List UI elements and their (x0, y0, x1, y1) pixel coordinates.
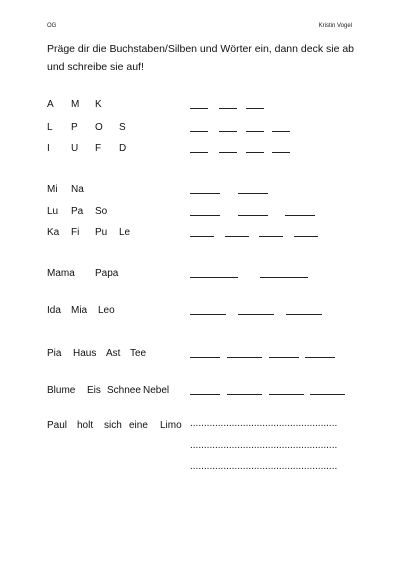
answer-blank[interactable] (246, 108, 264, 109)
item: Lu (47, 206, 59, 217)
item: Eis (87, 385, 101, 396)
instruction-text: Präge dir die Buchstaben/Silben und Wörter ein, dann deck sie ab und schreibe sie auf! (47, 43, 355, 73)
answer-blank[interactable] (285, 215, 315, 216)
answer-blank[interactable] (190, 215, 220, 216)
answer-blank[interactable] (190, 394, 220, 395)
item: Paul (47, 420, 68, 431)
item: So (95, 206, 108, 217)
item: eine (129, 420, 148, 431)
answer-blank[interactable] (219, 108, 237, 109)
item: P (71, 122, 78, 133)
answer-blank[interactable] (238, 193, 268, 194)
item: Tee (130, 348, 147, 359)
item: F (95, 143, 102, 154)
item: Le (119, 227, 131, 238)
item: U (71, 143, 79, 154)
item: Schnee (107, 385, 141, 396)
header-left: OG (47, 23, 57, 29)
item: K (95, 99, 102, 110)
item: D (119, 143, 127, 154)
answer-blank[interactable] (246, 152, 264, 153)
answer-blank[interactable] (190, 131, 208, 132)
answer-blank[interactable] (310, 394, 345, 395)
answer-blank[interactable] (305, 357, 335, 358)
item: Ka (47, 227, 60, 238)
item: Na (71, 184, 84, 195)
item: holt (77, 420, 94, 431)
item: O (95, 122, 103, 133)
answer-blank[interactable] (190, 357, 220, 358)
answer-blank[interactable] (238, 314, 274, 315)
answer-blank[interactable] (269, 394, 304, 395)
item: Pia (47, 348, 62, 359)
answer-blank[interactable] (219, 152, 237, 153)
answer-blank[interactable] (190, 108, 208, 109)
answer-blank[interactable] (238, 215, 268, 216)
item: L (47, 122, 53, 133)
item: I (47, 143, 50, 154)
item: Pu (95, 227, 108, 238)
item: M (71, 99, 80, 110)
item: Leo (98, 305, 115, 316)
answer-blank[interactable] (190, 152, 208, 153)
answer-blank[interactable] (269, 357, 299, 358)
answer-blank[interactable] (190, 277, 238, 278)
answer-blank[interactable] (246, 131, 264, 132)
dotted-answer-line[interactable]: ..................................................... (190, 418, 338, 429)
answer-blank[interactable] (286, 314, 322, 315)
answer-blank[interactable] (190, 236, 214, 237)
item: Limo (160, 420, 182, 431)
item: Blume (47, 385, 76, 396)
item: Fi (71, 227, 80, 238)
item: Nebel (143, 385, 170, 396)
answer-blank[interactable] (272, 131, 290, 132)
answer-blank[interactable] (294, 236, 318, 237)
answer-blank[interactable] (219, 131, 237, 132)
dotted-answer-line[interactable]: ..................................................... (190, 440, 338, 451)
item: Haus (73, 348, 97, 359)
answer-blank[interactable] (227, 394, 262, 395)
item: Mi (47, 184, 58, 195)
answer-blank[interactable] (259, 236, 283, 237)
item: Pa (71, 206, 84, 217)
answer-blank[interactable] (260, 277, 308, 278)
item: Ida (47, 305, 61, 316)
answer-blank[interactable] (190, 193, 220, 194)
answer-blank[interactable] (190, 314, 226, 315)
item: S (119, 122, 126, 133)
item: sich (104, 420, 122, 431)
header-author: Kristin Vogel (318, 23, 352, 29)
dotted-answer-line[interactable]: ..................................................... (190, 461, 338, 472)
item: Ast (106, 348, 121, 359)
item: Mia (71, 305, 88, 316)
item: Mama (47, 268, 75, 279)
item: Papa (95, 268, 119, 279)
answer-blank[interactable] (227, 357, 262, 358)
answer-blank[interactable] (225, 236, 249, 237)
answer-blank[interactable] (272, 152, 290, 153)
item: A (47, 99, 54, 110)
